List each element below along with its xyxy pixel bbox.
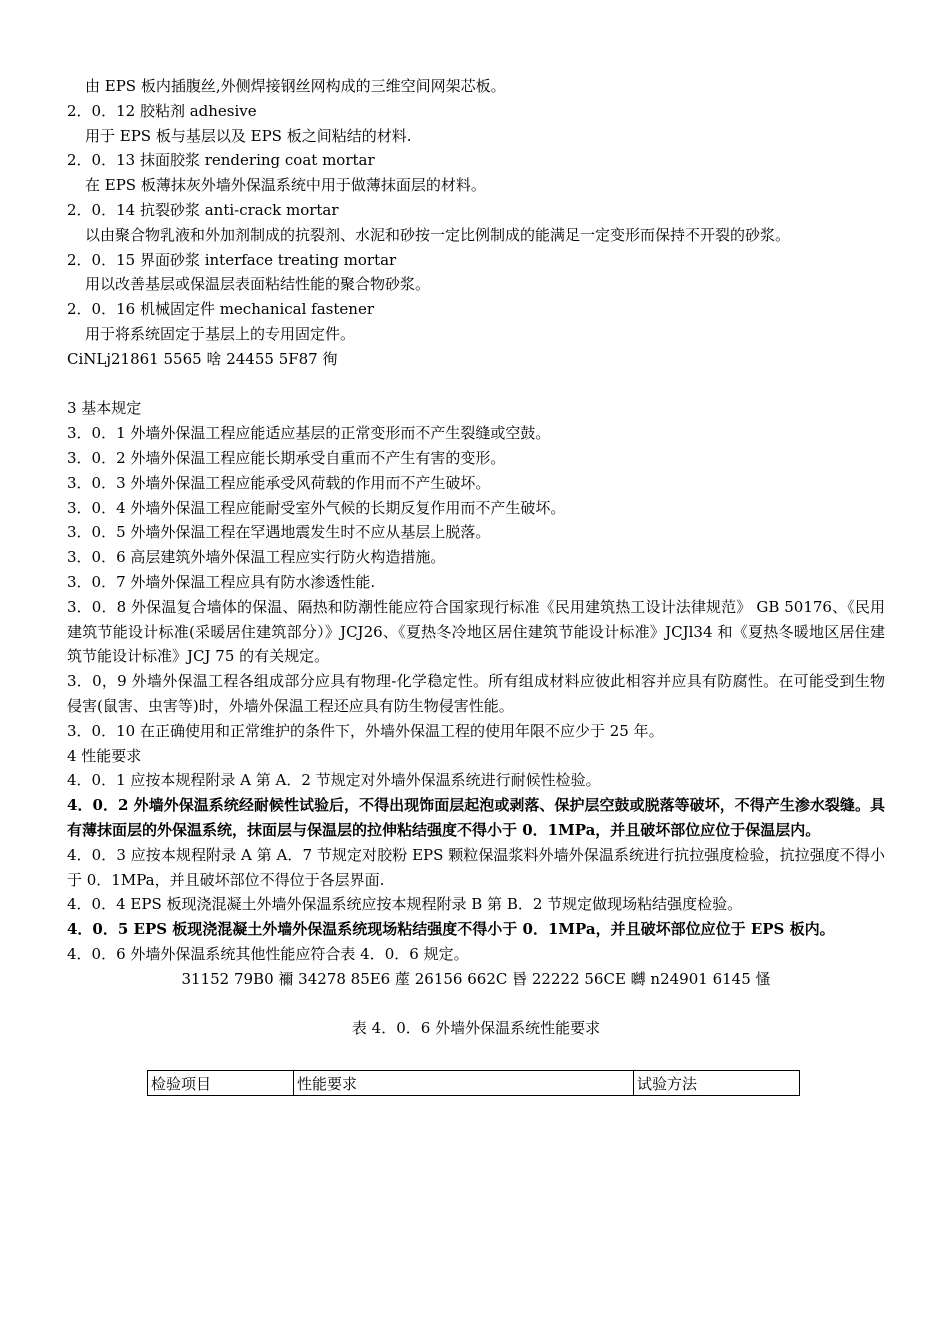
- document-body: [67, 74, 885, 1056]
- clause: 3．0．7 外墙外保温工程应具有防水渗透性能.: [67, 572, 376, 591]
- clause-paragraph-bold: 4．0．2 外墙外保温系统经耐候性试验后，不得出现饰面层起泡或剥落、保护层空鼓或脱落等破坏，不得产生渗水裂缝。具有薄抹面层的外保温系统，抹面层与保温层的拉伸粘结强度不得小于 0．1MPa，并且破坏部位应位于保温层内。: [67, 796, 885, 839]
- clause: 4．0．4 EPS 板现浇混凝土外墙外保温系统应按本规程附录 B 第 B．2 节规定做现场粘结强度检验。: [67, 895, 743, 914]
- clause: 3．0．3 外墙外保温工程应能承受风荷载的作用而不产生破坏。: [67, 473, 491, 492]
- section-heading: 3 基本规定: [67, 399, 142, 418]
- text-line: 用于 EPS 板与基层以及 EPS 板之间粘结的材料.: [85, 126, 412, 145]
- section-heading: 4 性能要求: [67, 746, 142, 765]
- clause: 3．0．6 高层建筑外墙外保温工程应实行防火构造措施。: [67, 548, 446, 567]
- clause: 4．0．1 应按本规程附录 A 第 A．2 节规定对外墙外保温系统进行耐候性检验。: [67, 771, 601, 790]
- table-caption: 表 4．0．6 外墙外保温系统性能要求: [351, 1019, 601, 1038]
- garbled-text: CiNLj21861 5565 啥 24455 5F87 徇: [67, 349, 338, 368]
- clause: 3．0．2 外墙外保温工程应能长期承受自重而不产生有害的变形。: [67, 448, 506, 467]
- blank-line: [67, 372, 885, 397]
- text-line: 在 EPS 板薄抹灰外墙外保温系统中用于做薄抹面层的材料。: [85, 176, 486, 195]
- clause: 3．0．1 外墙外保温工程应能适应基层的正常变形而不产生裂缝或空鼓。: [67, 424, 551, 443]
- table-header-cell: 检验项目: [148, 1071, 294, 1096]
- clause-heading: 2．0．15 界面砂浆 interface treating mortar: [67, 250, 397, 269]
- clause-heading: 2．0．12 胶粘剂 adhesive: [67, 101, 257, 120]
- table-header-cell: 性能要求: [294, 1071, 634, 1096]
- text-line: 以由聚合物乳液和外加剂制成的抗裂剂、水泥和砂按一定比例制成的能满足一定变形而保持不开裂的砂浆。: [85, 225, 791, 244]
- garbled-text: 31152 79B0 禰 34278 85E6 蓙 26156 662C 昬 22222 56CE 嚩 n24901 6145 慅: [181, 969, 771, 988]
- clause-heading: 2．0．13 抹面胶浆 rendering coat mortar: [67, 151, 375, 170]
- text-line: 由 EPS 板内插腹丝,外侧焊接钢丝网构成的三维空间网架芯板。: [85, 77, 506, 95]
- clause-bold: 4．0．5 EPS 板现浇混凝土外墙外保温系统现场粘结强度不得小于 0．1MPa，并且破坏部位应位于 EPS 板内。: [67, 920, 835, 939]
- clause-heading: 2．0．14 抗裂砂浆 anti-crack mortar: [67, 200, 339, 219]
- text-line: 用于将系统固定于基层上的专用固定件。: [85, 324, 356, 343]
- clause: 3．0．4 外墙外保温工程应能耐受室外气候的长期反复作用而不产生破坏。: [67, 498, 566, 517]
- table-header-cell: 试验方法: [634, 1071, 800, 1096]
- clause: 3．0．5 外墙外保温工程在罕遇地震发生时不应从基层上脱落。: [67, 523, 491, 542]
- clause-paragraph: 3．0．8 外保温复合墙体的保温、隔热和防潮性能应符合国家现行标准《民用建筑热工设计法律规范》 GB 50176、《民用建筑节能设计标准(采暖居住建筑部分）》JCJ26、《夏热冬冷地区居住建筑节能设计标准》JCJl34 和《夏热冬暖地区居住建筑节能设计标准》JCJ 75 的有关规定。: [67, 597, 885, 666]
- clause: 4．0．6 外墙外保温系统其他性能应符合表 4．0．6 规定。: [67, 944, 469, 963]
- clause-heading: 2．0．16 机械固定件 mechanical fastener: [67, 300, 374, 319]
- clause-paragraph: 4．0．3 应按本规程附录 A 第 A．7 节规定对胶粉 EPS 颗粒保温浆料外墙外保温系统进行抗拉强度检验，抗拉强度不得小于 0．1MPa，并且破坏部位不得位于各层界面.: [67, 845, 885, 889]
- table-header-row: [148, 1071, 800, 1096]
- text-line: 用以改善基层或保温层表面粘结性能的聚合物砂浆。: [85, 275, 431, 294]
- clause-paragraph: 3．0，9 外墙外保温工程各组成部分应具有物理-化学稳定性。所有组成材料应彼此相容并应具有防腐性。在可能受到生物侵害(鼠害、虫害等)时，外墙外保温工程还应具有防生物侵害性能。: [67, 672, 885, 715]
- clause: 3．0．10 在正确使用和正常维护的条件下，外墙外保温工程的使用年限不应少于 25 年。: [67, 721, 664, 740]
- performance-table: [147, 1070, 800, 1096]
